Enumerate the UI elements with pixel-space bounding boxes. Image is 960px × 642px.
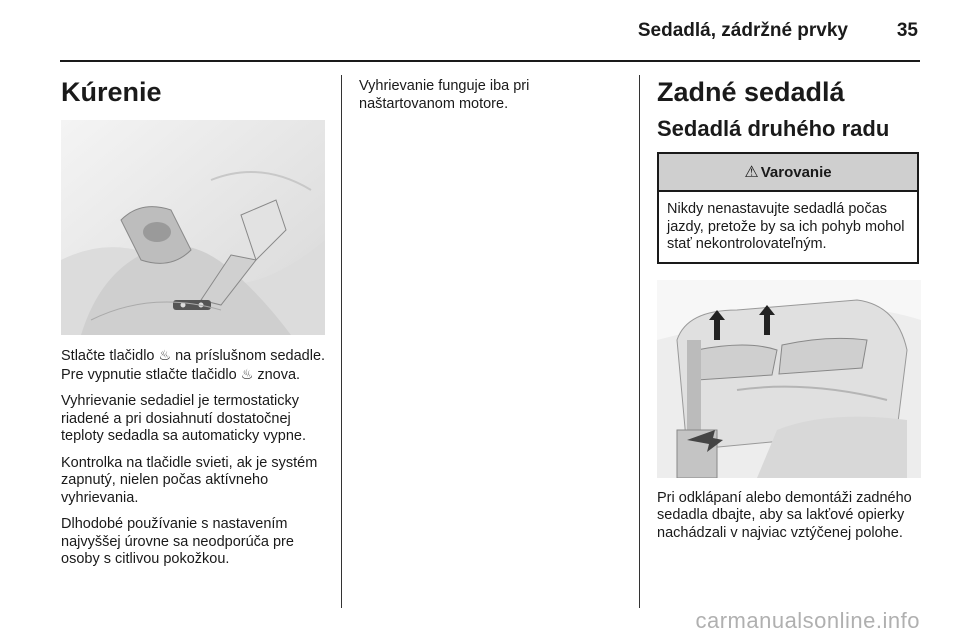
page-number: 35 <box>896 20 918 41</box>
section-heading-rear-seats: Zadné sedadlá <box>657 77 845 107</box>
paragraph-seat-heat-button: Stlačte tlačidlo ♨ na príslušnom sedadle. Pre vypnutie stlačte tlačidlo ♨ znova. <box>61 347 326 383</box>
column-divider-2 <box>639 75 640 608</box>
seat-heat-icon: ♨ <box>158 347 172 363</box>
column-2 <box>359 72 621 122</box>
watermark: carmanualsonline.info <box>695 608 920 633</box>
paragraph-engine-running: Vyhrievanie funguje iba pri naštartovanom motore. <box>359 78 530 112</box>
paragraph-indicator: Kontrolka na tlačidle svieti, ak je systém zapnutý, nielen počas aktívneho vyhrievania. <box>61 454 318 506</box>
header-title: Sedadlá, zádržné prvky <box>637 20 848 41</box>
warning-text: Nikdy nenastavujte sedadlá počas jazdy, pretože by sa ich pohyb mohol stať nekontrolovateľným. <box>667 201 905 252</box>
warning-box <box>657 152 919 264</box>
page-header <box>60 0 920 62</box>
column-divider-1 <box>341 75 342 608</box>
paragraph-armrests: Pri odklápaní alebo demontáži zadného sedadla dbajte, aby sa lakťové opierky nachádzali v najviac vztýčenej polohe. <box>657 489 912 541</box>
section-heading-heating: Kúrenie <box>61 77 162 107</box>
subsection-heading-second-row: Sedadlá druhého radu <box>657 116 890 141</box>
seat-heat-icon: ♨ <box>240 365 254 382</box>
paragraph-sensitive-skin: Dlhodobé používanie s nastavením najvyššej úrovne sa neodporúča pre osoby s citlivou pokožkou. <box>61 516 294 567</box>
warning-triangle-icon: ⚠ <box>744 164 759 181</box>
warning-header <box>659 154 917 192</box>
column-3 <box>657 72 919 551</box>
paragraph-thermostat: Vyhrievanie sedadiel je termostaticky riadené a pri dosiahnutí dostatočnej teploty sedadla sa automaticky vypne. <box>61 393 307 444</box>
column-1 <box>61 72 327 578</box>
seat-heating-illustration <box>61 120 325 335</box>
rear-seat-illustration <box>657 280 921 478</box>
warning-title: Varovanie <box>760 163 832 181</box>
